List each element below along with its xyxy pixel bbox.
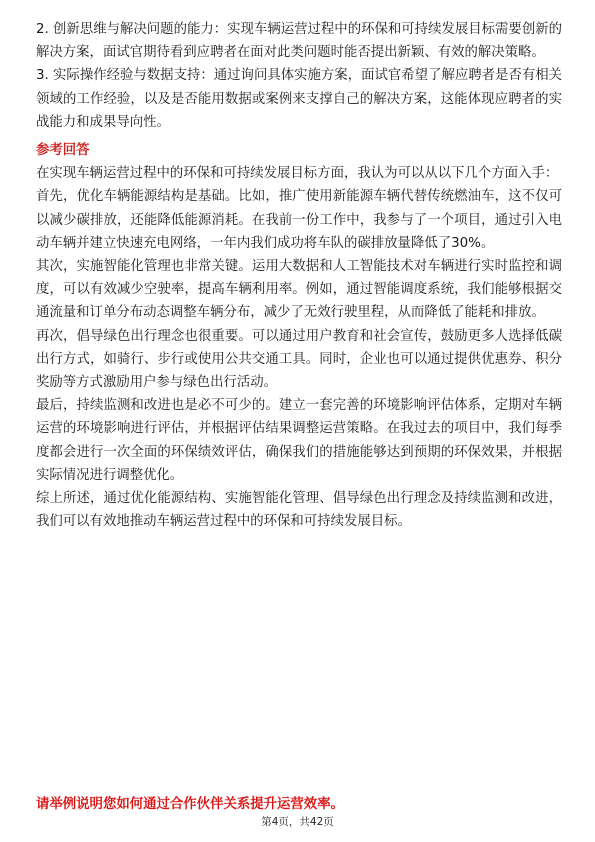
answer-green-travel: 再次，倡导绿色出行理念也很重要。可以通过用户教育和社会宣传，鼓励更多人选择低碳出行方式，如骑行、步行或使用公共交通工具。同时，企业也可以通过提供优惠券、积分奖励等方式激励用户参与绿色出行活动。 (36, 328, 562, 391)
answer-intro: 在实现车辆运营过程中的环保和可持续发展目标方面，我认为可以从以下几个方面入手： (36, 166, 559, 182)
answer-smart-management: 其次，实施智能化管理也非常关键。运用大数据和人工智能技术对车辆进行实时监控和调度，可以有效减少空驶率，提高车辆利用率。例如，通过智能调度系统，我们能够根据交通流量和订单分布动态调整车辆分布，减少了无效行驶里程，从而降低了能耗和排放。 (36, 259, 562, 321)
answer-heading: 参考回答 (36, 143, 90, 159)
document-body (36, 18, 562, 533)
answer-summary: 综上所述，通过优化能源结构、实施智能化管理、倡导绿色出行理念及持续监测和改进，我们可以有效地推动车辆运营过程中的环保和可持续发展目标。 (36, 491, 562, 530)
answer-monitoring: 最后，持续监测和改进也是必不可少的。建立一套完善的环境影响评估体系，定期对车辆运营的环境影响进行评估，并根据评估结果调整运营策略。在我过去的项目中，我们每季度都会进行一次全面的环保绩效评估，确保我们的措施能够达到预期的环保效果，并根据实际情况进行调整优化。 (36, 398, 562, 483)
point-experience: 3. 实际操作经验与数据支持：通过询问具体实施方案，面试官希望了解应聘者是否有相关领域的工作经验，以及是否能用数据或案例来支撑自己的解决方案，这能体现应聘者的实战能力和成果导向性。 (36, 68, 562, 130)
page-number: 第4页，共42页 (261, 816, 334, 828)
answer-energy: 首先，优化车辆能源结构是基础。比如，推广使用新能源车辆代替传统燃油车，这不仅可以减少碳排放，还能降低能源消耗。在我前一份工作中，我参与了一个项目，通过引入电动车辆并建立快速充电网络，一年内我们成功将车队的碳排放量降低了30%。 (36, 189, 562, 251)
point-innovation: 2. 创新思维与解决问题的能力：实现车辆运营过程中的环保和可持续发展目标需要创新的解决方案，面试官期待看到应聘者在面对此类问题时能否提出新颖、有效的解决策略。 (36, 22, 562, 61)
next-question: 请举例说明您如何通过合作伙伴关系提升运营效率。 (36, 797, 344, 812)
